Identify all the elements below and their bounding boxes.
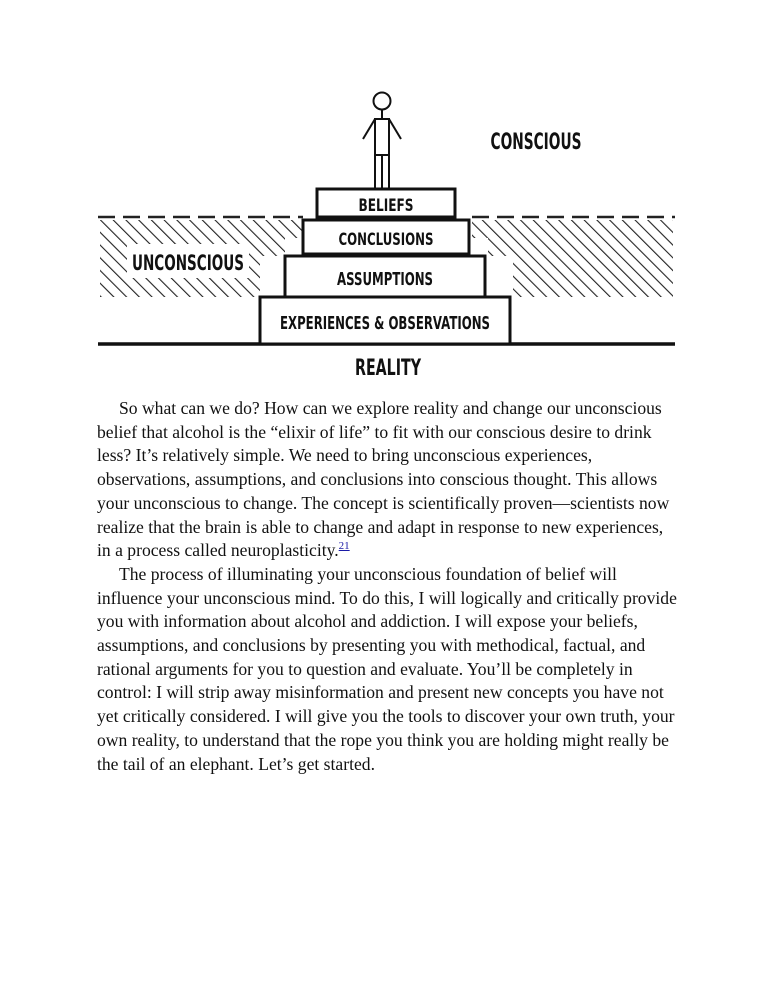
footnote-link-21[interactable]: 21 xyxy=(338,540,350,553)
reality-label: REALITY xyxy=(355,356,422,381)
step-label-assumptions: ASSUMPTIONS xyxy=(337,269,433,290)
conscious-label: CONSCIOUS xyxy=(490,130,582,155)
step-label-beliefs: BELIEFS xyxy=(358,196,414,216)
belief-pyramid-diagram xyxy=(95,88,680,388)
paragraph-1 xyxy=(97,397,677,563)
unconscious-hatch-right xyxy=(472,220,673,297)
step-label-conclusions: CONCLUSIONS xyxy=(338,230,434,250)
unconscious-label: UNCONSCIOUS xyxy=(132,251,244,275)
step-label-experiences: EXPERIENCES & OBSERVATIONS xyxy=(280,313,490,334)
body-text xyxy=(97,397,677,776)
paragraph-2-text: The process of illuminating your unconscious foundation of belief will influence your unconscious mind. To do this, I will logically and critically provide you with information about alcohol and addiction. I will expose your beliefs, assumptions, and conclusions by presenting you with methodical, factual, and rational arguments for you to question and evaluate. You’ll be completely in control: I will strip away misinformation and present new concepts you have not yet critically considered. I will give you the tools to discover your own truth, your own reality, to understand that the rope you think you are holding might really be the tail of an elephant. Let’s get started. xyxy=(97,563,677,774)
paragraph-1-text: So what can we do? How can we explore reality and change our unconscious belief that alcohol is the “elixir of life” to fit with our conscious desire to drink less? It’s relatively simple. We need to bring unconscious experiences, observations, assumptions, and conclusions into conscious thought. This allows your unconscious to change. The concept is scientifically proven—scientists now realize that the brain is able to change and adapt in response to new experiences, in a process called neuroplasticity. xyxy=(97,398,670,561)
person-figure xyxy=(363,93,401,189)
paragraph-2 xyxy=(97,563,677,776)
